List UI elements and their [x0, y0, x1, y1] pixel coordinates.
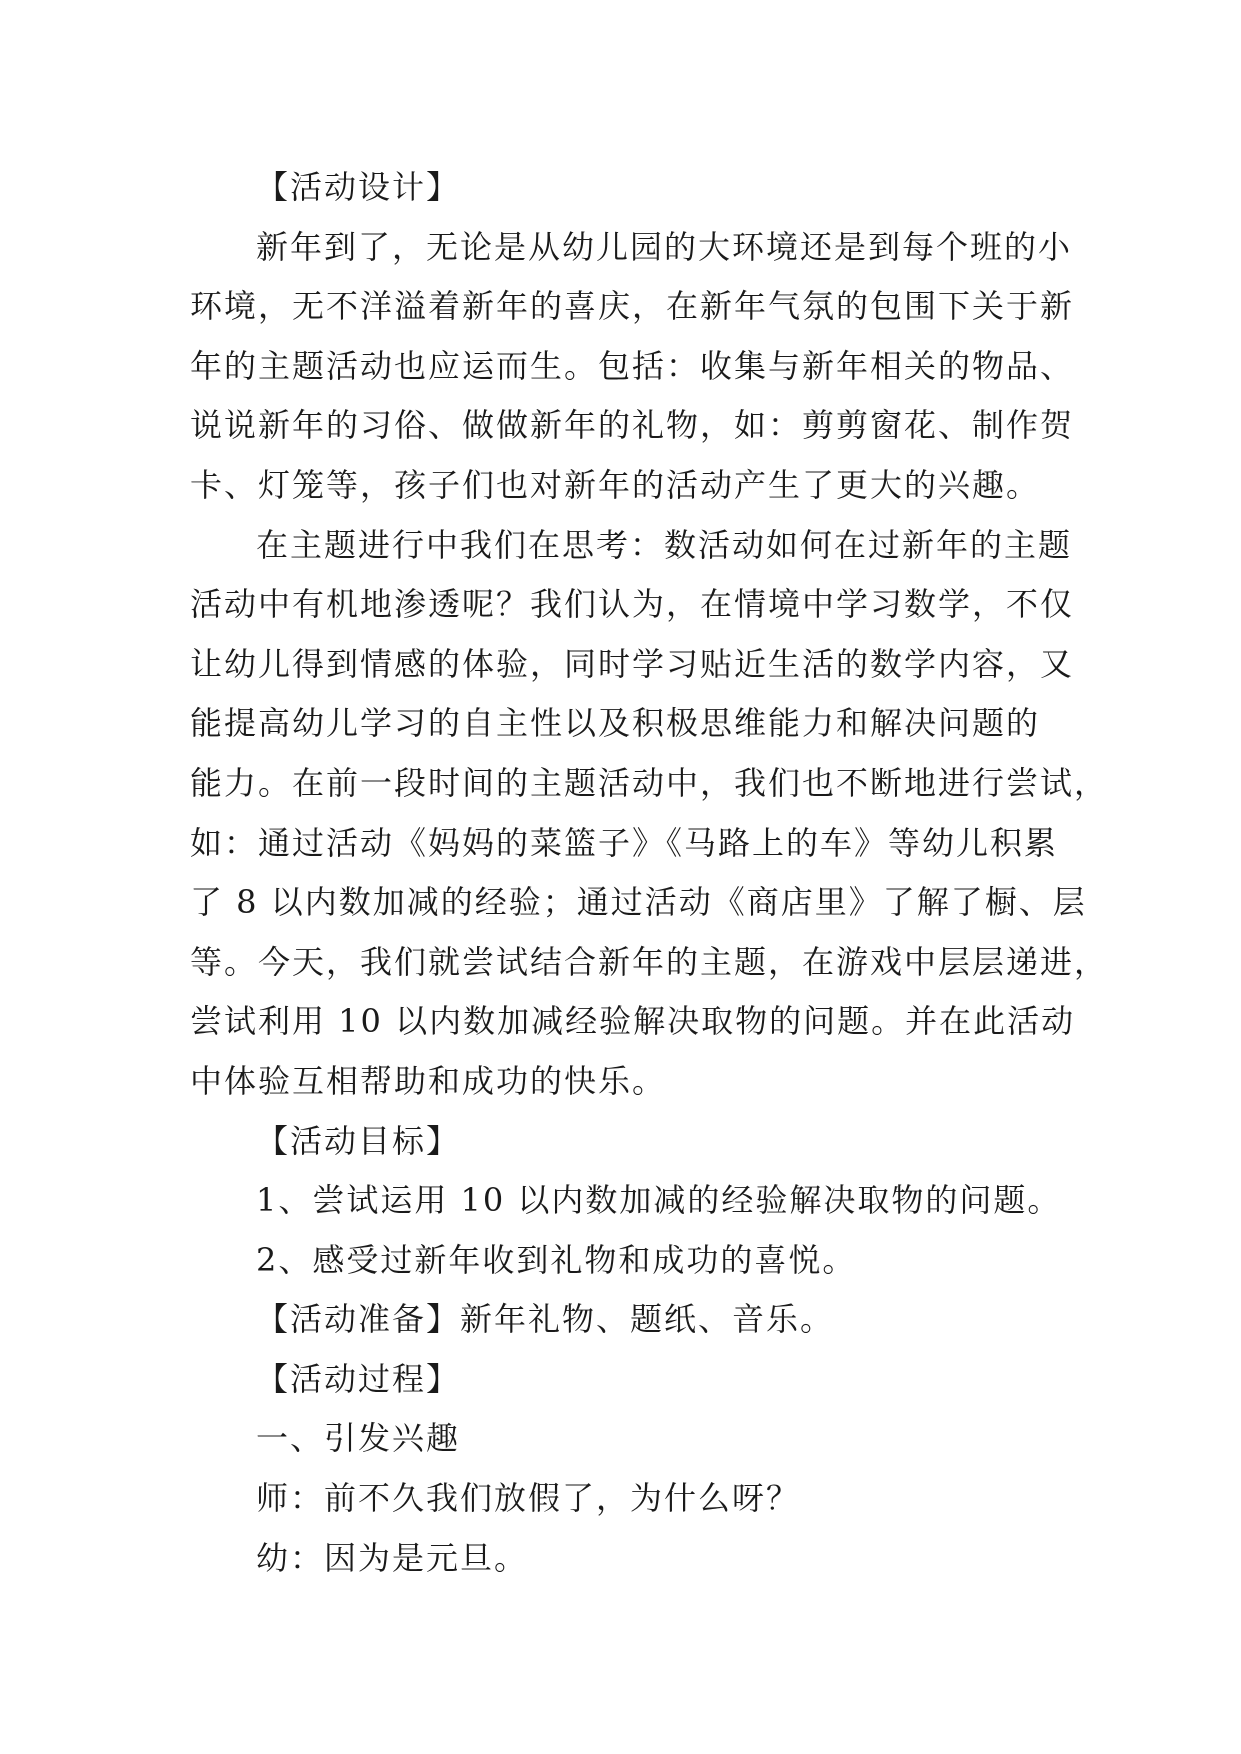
section-heading-design: 【活动设计】: [256, 168, 461, 206]
paragraph-line: 能提高幼儿学习的自主性以及积极思维能力和解决问题的: [190, 704, 1041, 743]
section-heading-goals: 【活动目标】: [256, 1121, 461, 1160]
section-heading-process: 【活动过程】: [256, 1359, 461, 1398]
goal-item-2: 2、感受过新年收到礼物和成功的喜悦。: [256, 1240, 857, 1279]
document-body: [190, 158, 1109, 1588]
process-step-1: 一、引发兴趣: [256, 1419, 461, 1458]
section-heading-preparation: 【活动准备】新年礼物、题纸、音乐。: [256, 1300, 835, 1339]
paragraph-line: 新年到了，无论是从幼儿园的大环境还是到每个班的小: [256, 227, 1073, 266]
paragraph-line: 如：通过活动《妈妈的菜篮子》《马路上的车》等幼儿积累: [190, 823, 1059, 862]
paragraph-line: 中体验互相帮助和成功的快乐。: [190, 1061, 667, 1100]
paragraph-line: 了 8 以内数加减的经验；通过活动《商店里》了解了橱、层: [190, 883, 1087, 922]
paragraph-line: 让幼儿得到情感的体验，同时学习贴近生活的数学内容，又: [190, 644, 1075, 683]
paragraph-line: 尝试利用 10 以内数加减经验解决取物的问题。并在此活动: [190, 1002, 1076, 1041]
goal-item-1: 1、尝试运用 10 以内数加减的经验解决取物的问题。: [256, 1181, 1062, 1220]
dialogue-child: 幼：因为是元旦。: [256, 1538, 529, 1577]
dialogue-teacher: 师：前不久我们放假了，为什么呀？: [256, 1479, 801, 1518]
paragraph-line: 环境，无不洋溢着新年的喜庆，在新年气氛的包围下关于新: [190, 287, 1075, 326]
paragraph-line: 在主题进行中我们在思考：数活动如何在过新年的主题: [256, 525, 1073, 564]
paragraph-line: 活动中有机地渗透呢？我们认为，在情境中学习数学，不仅: [190, 585, 1075, 624]
paragraph-line: 年的主题活动也应运而生。包括：收集与新年相关的物品、: [190, 346, 1075, 385]
paragraph-line: 卡、灯笼等，孩子们也对新年的活动产生了更大的兴趣。: [190, 465, 1041, 504]
paragraph-line: 等。今天，我们就尝试结合新年的主题，在游戏中层层递进，: [190, 942, 1109, 981]
paragraph-line: 能力。在前一段时间的主题活动中，我们也不断地进行尝试，: [190, 763, 1109, 802]
paragraph-line: 说说新年的习俗、做做新年的礼物，如：剪剪窗花、制作贺: [190, 406, 1075, 445]
